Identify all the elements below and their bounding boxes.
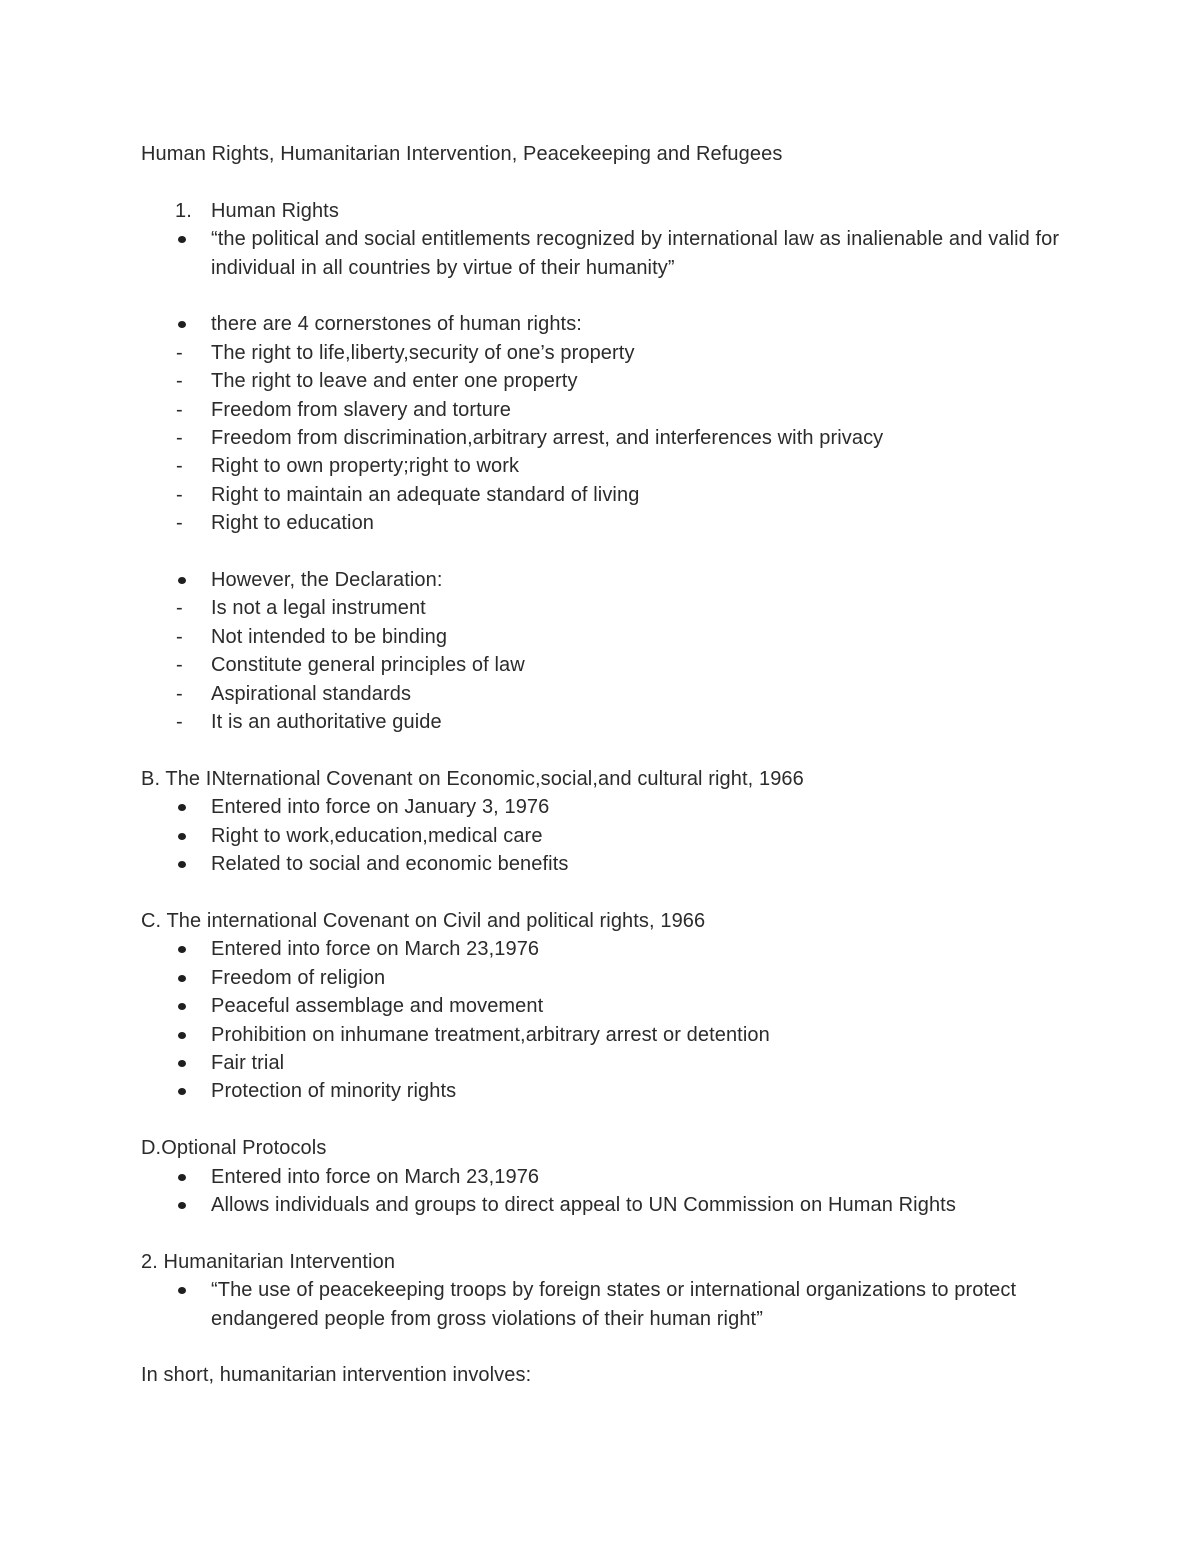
dash-marker: - xyxy=(176,341,183,364)
list-item-text: Peaceful assemblage and movement xyxy=(211,995,544,1018)
list-item xyxy=(141,1049,1061,1077)
dash-item-text: Aspirational standards xyxy=(211,682,412,705)
human-rights-definition: “the political and social entitlements recognized by international law as inalienable and valid for individual in all countries by virtue of their humanity” xyxy=(211,228,1060,279)
dash-marker: - xyxy=(176,711,183,734)
dash-item-text: Right to maintain an adequate standard of living xyxy=(211,483,640,506)
dash-marker: - xyxy=(176,427,183,450)
section-d-heading: D.Optional Protocols xyxy=(141,1137,327,1160)
section-2-heading: 2. Humanitarian Intervention xyxy=(141,1250,396,1273)
dash-item-text: Right to own property;right to work xyxy=(211,455,520,478)
list-item xyxy=(141,793,1061,821)
list-item xyxy=(141,1021,1061,1049)
list-number: 1. xyxy=(175,199,192,222)
bullet-icon xyxy=(178,1032,186,1039)
spacer xyxy=(141,168,1061,196)
document-body xyxy=(141,140,1061,1390)
list-item xyxy=(141,822,1061,850)
list-item xyxy=(141,1077,1061,1105)
list-item xyxy=(141,935,1061,963)
list-item-text: Prohibition on inhumane treatment,arbitrary arrest or detention xyxy=(211,1023,770,1046)
dash-marker: - xyxy=(176,455,183,478)
section-c-heading: C. The international Covenant on Civil and political rights, 1966 xyxy=(141,909,706,932)
bullet-icon xyxy=(178,321,186,328)
bullet-icon xyxy=(178,833,186,840)
section-1-heading xyxy=(141,197,1061,225)
list-item-text: Entered into force on March 23,1976 xyxy=(211,938,540,961)
bullet-icon xyxy=(178,804,186,811)
dash-item xyxy=(141,594,1061,622)
list-item xyxy=(141,1191,1061,1219)
list-item xyxy=(141,225,1061,282)
dash-item-text: Constitute general principles of law xyxy=(211,654,525,677)
dash-item xyxy=(141,708,1061,736)
list-item xyxy=(141,310,1061,338)
bullet-icon xyxy=(178,1060,186,1067)
spacer xyxy=(141,736,1061,764)
dash-marker: - xyxy=(176,370,183,393)
closing-line: In short, humanitarian intervention involves: xyxy=(141,1364,532,1387)
list-item xyxy=(141,964,1061,992)
dash-item-text: Freedom from discrimination,arbitrary arrest, and interferences with privacy xyxy=(211,427,884,450)
list-item-text: Freedom of religion xyxy=(211,966,386,989)
list-item xyxy=(141,1163,1061,1191)
spacer xyxy=(141,282,1061,310)
dash-item xyxy=(141,680,1061,708)
list-item-text: Allows individuals and groups to direct appeal to UN Commission on Human Rights xyxy=(211,1193,956,1216)
spacer xyxy=(141,538,1061,566)
list-item-text: Right to work,education,medical care xyxy=(211,824,543,847)
bullet-icon xyxy=(178,1174,186,1181)
bullet-icon xyxy=(178,1287,186,1294)
dash-item xyxy=(141,623,1061,651)
dash-item xyxy=(141,481,1061,509)
section-b-heading: B. The INternational Covenant on Economic,social,and cultural right, 1966 xyxy=(141,767,804,790)
dash-marker: - xyxy=(176,597,183,620)
list-item xyxy=(141,566,1061,594)
list-item xyxy=(141,850,1061,878)
dash-item-text: The right to leave and enter one property xyxy=(211,370,578,393)
spacer xyxy=(141,1106,1061,1134)
dash-item-text: It is an authoritative guide xyxy=(211,711,442,734)
list-item-text: Related to social and economic benefits xyxy=(211,853,569,876)
bullet-icon xyxy=(178,236,186,243)
humanitarian-intervention-definition: “The use of peacekeeping troops by foreign states or international organizations to protect endangered people from gross violations of their human right” xyxy=(211,1279,1017,1330)
dash-marker: - xyxy=(176,625,183,648)
document-title: Human Rights, Humanitarian Intervention, Peacekeeping and Refugees xyxy=(141,143,783,165)
bullet-icon xyxy=(178,861,186,868)
bullet-icon xyxy=(178,946,186,953)
bullet-icon xyxy=(178,1003,186,1010)
dash-item xyxy=(141,509,1061,537)
dash-marker: - xyxy=(176,682,183,705)
bullet-icon xyxy=(178,975,186,982)
dash-item-text: Not intended to be binding xyxy=(211,625,448,648)
dash-item-text: Right to education xyxy=(211,512,375,535)
dash-item-text: Is not a legal instrument xyxy=(211,597,426,620)
bullet-icon xyxy=(178,1202,186,1209)
list-item-text: Entered into force on January 3, 1976 xyxy=(211,796,550,819)
dash-marker: - xyxy=(176,483,183,506)
list-item xyxy=(141,1276,1061,1333)
dash-item xyxy=(141,452,1061,480)
dash-marker: - xyxy=(176,654,183,677)
dash-item xyxy=(141,651,1061,679)
dash-item xyxy=(141,367,1061,395)
bullet-icon xyxy=(178,577,186,584)
bullet-icon xyxy=(178,1088,186,1095)
dash-marker: - xyxy=(176,398,183,421)
dash-item xyxy=(141,424,1061,452)
dash-item-text: Freedom from slavery and torture xyxy=(211,398,511,421)
dash-marker: - xyxy=(176,512,183,535)
spacer xyxy=(141,879,1061,907)
dash-item xyxy=(141,396,1061,424)
list-item-text: Fair trial xyxy=(211,1051,285,1074)
list-item-text: Entered into force on March 23,1976 xyxy=(211,1165,540,1188)
list-item-text: Protection of minority rights xyxy=(211,1080,457,1103)
spacer xyxy=(141,1333,1061,1361)
spacer xyxy=(141,1219,1061,1247)
declaration-intro: However, the Declaration: xyxy=(211,569,443,592)
cornerstones-intro: there are 4 cornerstones of human rights: xyxy=(211,313,582,336)
dash-item-text: The right to life,liberty,security of one’s property xyxy=(211,341,635,364)
dash-item xyxy=(141,339,1061,367)
list-item xyxy=(141,992,1061,1020)
section-1-heading-text: Human Rights xyxy=(211,199,339,222)
